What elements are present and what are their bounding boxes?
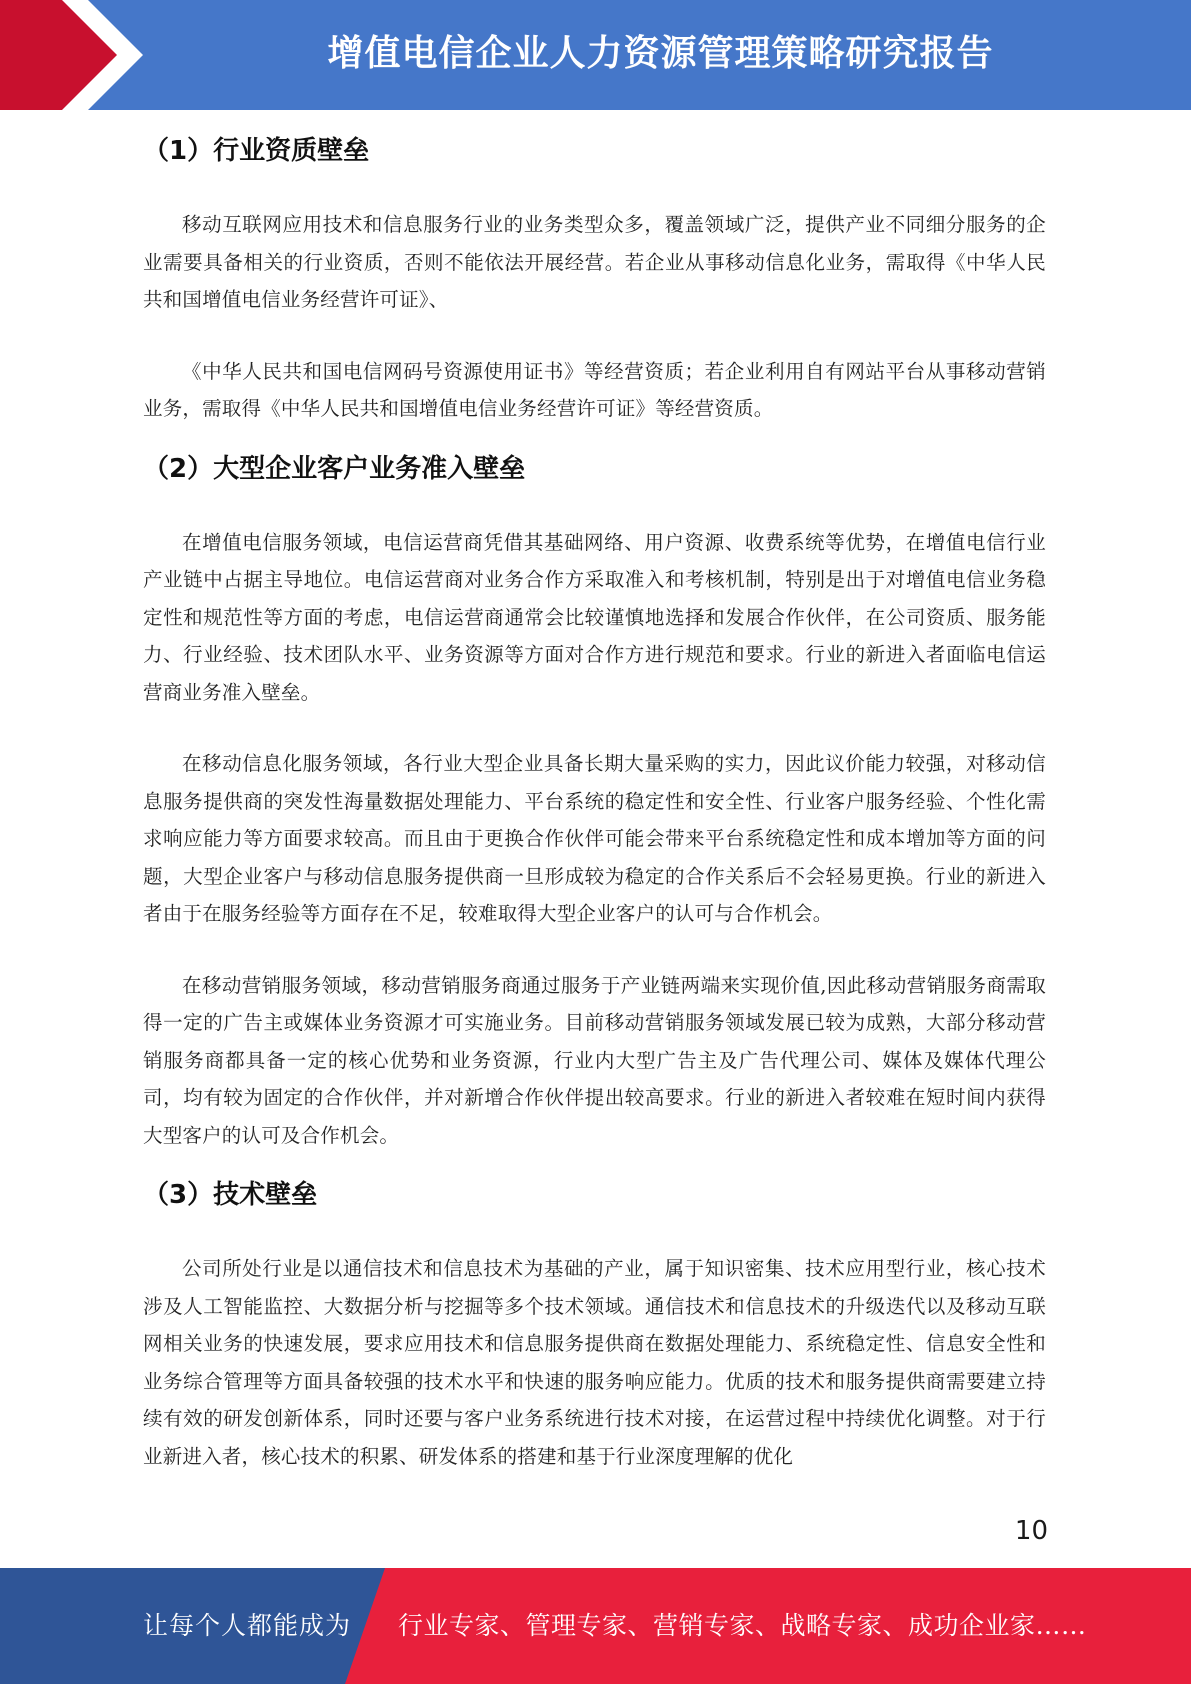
footer-slogan-right: 行业专家、管理专家、营销专家、战略专家、成功企业家…… bbox=[398, 1611, 1087, 1640]
paragraph: 在增值电信服务领域，电信运营商凭借其基础网络、用户资源、收费系统等优势，在增值电信行业产业链中占据主导地位。电信运营商对业务合作方采取准入和考核机制，特别是出于对增值电信业务稳定性和规范性等方面的考虑，电信运营商通常会比较谨慎地选择和发展合作伙伴，在公司资质、服务能力、行业经验、技术团队水平、业务资源等方面对合作方进行规范和要求。行业的新进入者面临电信运营商业务准入壁垒。 bbox=[143, 530, 1046, 704]
footer-slogan-left: 让每个人都能成为 bbox=[143, 1611, 352, 1640]
paragraph: 《中华人民共和国电信网码号资源使用证书》等经营资质；若企业利用自有网站平台从事移动营销业务，需取得《中华人民共和国增值电信业务经营许可证》等经营资质。 bbox=[143, 359, 1046, 420]
header-banner bbox=[0, 0, 1191, 110]
paragraph: 在移动信息化服务领域，各行业大型企业具备长期大量采购的实力，因此议价能力较强，对移动信息服务提供商的突发性海量数据处理能力、平台系统的稳定性和安全性、行业客户服务经验、个性化需求响应能力等方面要求较高。而且由于更换合作伙伴可能会带来平台系统稳定性和成本增加等方面的问题，大型企业客户与移动信息服务提供商一旦形成较为稳定的合作关系后不会轻易更换。行业的新进入者由于在服务经验等方面存在不足，较难取得大型企业客户的认可与合作机会。 bbox=[143, 752, 1046, 925]
footer-band bbox=[0, 1568, 1191, 1684]
page-number: 10 bbox=[1014, 1516, 1048, 1546]
paragraph: 公司所处行业是以通信技术和信息技术为基础的产业，属于知识密集、技术应用型行业，核心技术涉及人工智能监控、大数据分析与挖掘等多个技术领域。通信技术和信息技术的升级迭代以及移动互联网相关业务的快速发展，要求应用技术和信息服务提供商在数据处理能力、系统稳定性、信息安全性和业务综合管理等方面具备较强的技术水平和快速的服务响应能力。优质的技术和服务提供商需要建立持续有效的研发创新体系，同时还要与客户业务系统进行技术对接，在运营过程中持续优化调整。对于行业新进入者，核心技术的积累、研发体系的搭建和基于行业深度理解的优化 bbox=[143, 1257, 1046, 1468]
paragraph: 移动互联网应用技术和信息服务行业的业务类型众多，覆盖领域广泛，提供产业不同细分服务的企业需要具备相关的行业资质，否则不能依法开展经营。若企业从事移动信息化业务，需取得《中华人民共和国增值电信业务经营许可证》、 bbox=[143, 213, 1046, 311]
document-body bbox=[143, 128, 1046, 1475]
header-title: 增值电信企业人力资源管理策略研究报告 bbox=[327, 33, 994, 74]
header-arrow-decoration bbox=[0, 0, 160, 110]
section-heading-qualification: （1）行业资质壁垒 bbox=[143, 136, 370, 166]
section-heading-technology: （3）技术壁垒 bbox=[143, 1180, 318, 1210]
paragraph: 在移动营销服务领域，移动营销服务商通过服务于产业链两端来实现价值,因此移动营销服务商需取得一定的广告主或媒体业务资源才可实施业务。目前移动营销服务领域发展已较为成熟，大部分移动营销服务商都具备一定的核心优势和业务资源，行业内大型广告主及广告代理公司、媒体及媒体代理公司，均有较为固定的合作伙伴，并对新增合作伙伴提出较高要求。行业的新进入者较难在短时间内获得大型客户的认可及合作机会。 bbox=[143, 973, 1046, 1147]
section-heading-enterprise-access: （2）大型企业客户业务准入壁垒 bbox=[143, 453, 526, 484]
